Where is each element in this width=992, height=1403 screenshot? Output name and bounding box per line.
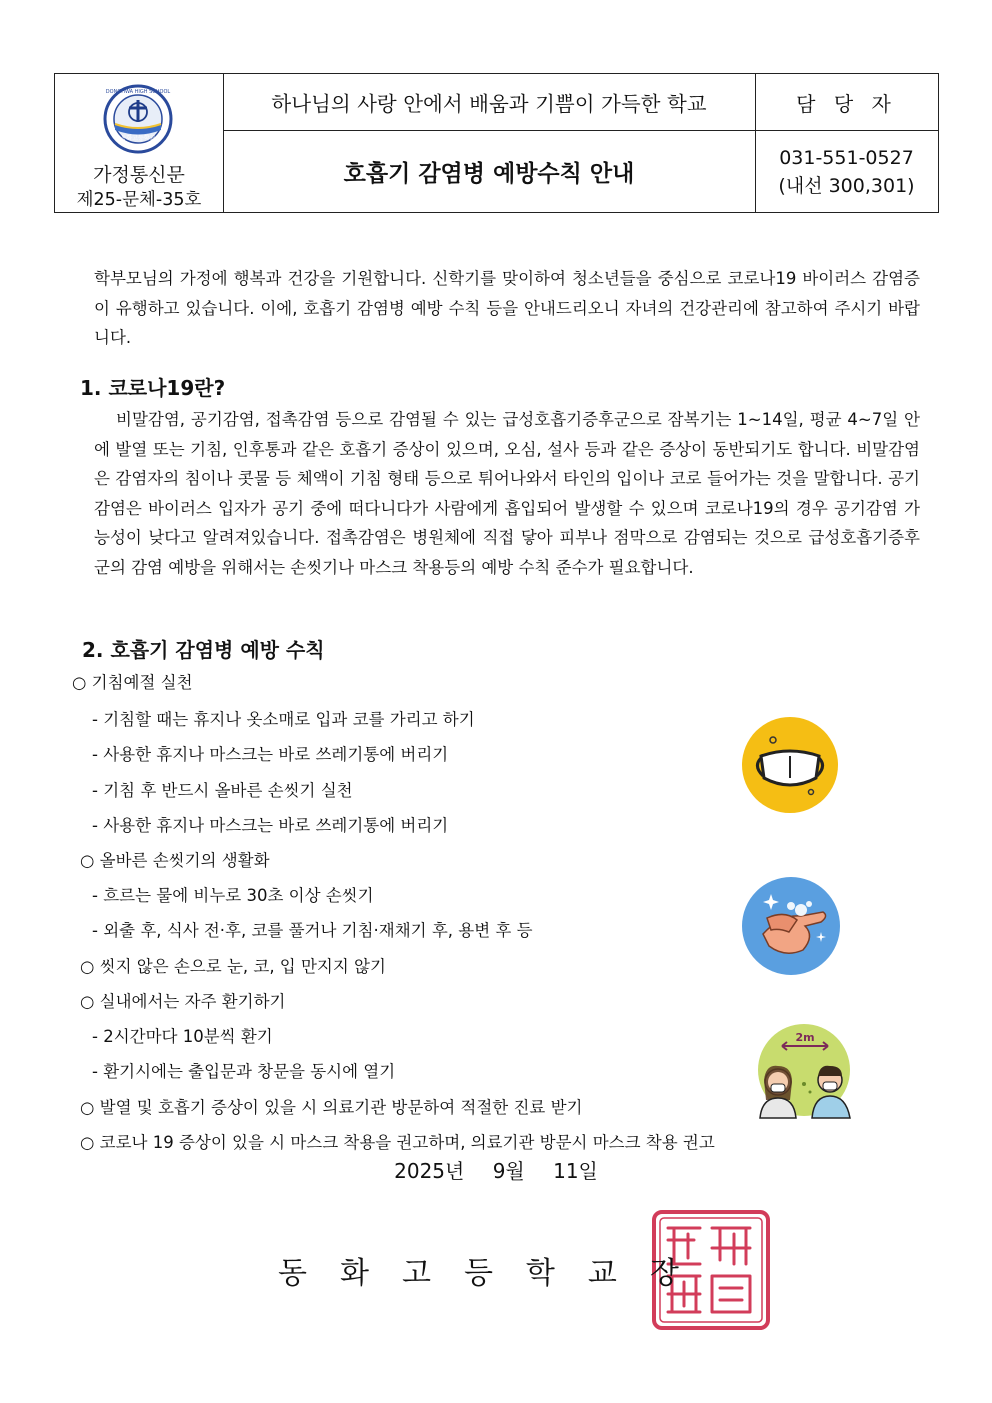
- rule-subitem: - 기침할 때는 휴지나 옷소매로 입과 코를 가리고 하기: [92, 710, 475, 729]
- contact-extension: (내선 300,301): [778, 174, 915, 197]
- notice-number: 제25-문체-35호: [76, 190, 202, 210]
- rule-subitem: - 2시간마다 10분씩 환기: [92, 1027, 273, 1046]
- rule-item: ○ 실내에서는 자주 환기하기: [80, 992, 286, 1011]
- contact-phone: 031-551-0527: [779, 146, 914, 169]
- logo-ring-text: DONGHWA HIGH SCHOOL: [105, 89, 171, 95]
- logo-inner-text: 동화고등학교: [120, 135, 156, 142]
- contact-info: [755, 131, 938, 212]
- rule-subitem: - 외출 후, 식사 전·후, 코를 풀거나 기침·재채기 후, 용변 후 등: [92, 921, 533, 940]
- handwash-icon: [741, 876, 841, 976]
- notice-label: 가정통신문: [93, 164, 185, 186]
- issue-date: 2025년 9월 11일: [394, 1159, 598, 1183]
- header-center-cell: [223, 74, 756, 212]
- school-motto: 하나님의 사랑 안에서 배움과 기쁨이 가득한 학교: [223, 74, 755, 131]
- header-left-cell: [55, 74, 224, 212]
- page-title: 호흡기 감염병 예방수칙 안내: [343, 161, 635, 187]
- distance-label: 2m: [795, 1031, 815, 1044]
- rule-item: ○ 발열 및 호흡기 증상이 있을 시 의료기관 방문하여 적절한 진료 받기: [80, 1098, 583, 1117]
- header-table: [54, 73, 939, 213]
- rule-subitem: - 흐르는 물에 비누로 30초 이상 손씻기: [92, 886, 374, 905]
- section1-heading: 1. 코로나19란?: [80, 376, 226, 400]
- header-right-cell: [755, 74, 938, 212]
- mask-icon: [741, 716, 839, 814]
- section1-body: 비말감염, 공기감염, 접촉감염 등으로 감염될 수 있는 급성호흡기증후군으로 잠복기는 1~14일, 평균 4~7일 안에 발열 또는 기침, 인후통과 같은 호흡기 증상이 있으며, 오심, 설사 등과 같은 증상이 동반되기도 합니다. 비말감염은 감염자의 침이나 콧물 등 체액이 기침 형태 등으로 튀어나와서 타인의 입이나 코로 들어가는 것을 말합니다. 공기감염은 바이러스 입자가 공기 중에 떠다니다가 사람에게 흡입되어 발생할 수 있으며 코로나19의 경우 공기감염 가능성이 낮다고 알려져있습니다. 접촉감염은 병원체에 직접 닿아 피부나 점막으로 감염되는 것으로 급성호흡기증후군의 감염 예방을 위해서는 손씻기나 마스크 착용등의 예방 수칙 준수가 필요합니다.: [94, 410, 920, 577]
- rule-subitem: - 기침 후 반드시 올바른 손씻기 실천: [92, 781, 353, 800]
- rule-item: ○ 기침예절 실천: [72, 673, 193, 692]
- contact-label: 담 당 자: [755, 74, 938, 131]
- rule-item: ○ 씻지 않은 손으로 눈, 코, 입 만지지 않기: [80, 957, 386, 976]
- intro-paragraph: 학부모님의 가정에 행복과 건강을 기원합니다. 신학기를 맞이하여 청소년들을 중심으로 코로나19 바이러스 감염증이 유행하고 있습니다. 이에, 호흡기 감염병 예방 수칙 등을 안내드리오니 자녀의 건강관리에 참고하여 주시기 바랍니다.: [94, 269, 920, 347]
- rule-item: ○ 올바른 손씻기의 생활화: [80, 851, 270, 870]
- rule-subitem: - 환기시에는 출입문과 창문을 동시에 열기: [92, 1062, 396, 1081]
- rule-subitem: - 사용한 휴지나 마스크는 바로 쓰레기통에 버리기: [92, 816, 449, 835]
- principal-signature: 동화고등학교장: [278, 1256, 712, 1291]
- rule-item: ○ 코로나 19 증상이 있을 시 마스크 착용을 권고하며, 의료기관 방문시 마스크 착용 권고: [80, 1133, 715, 1152]
- rule-subitem: - 사용한 휴지나 마스크는 바로 쓰레기통에 버리기: [92, 745, 449, 764]
- school-logo-icon: [103, 84, 173, 154]
- section2-heading: 2. 호흡기 감염병 예방 수칙: [82, 638, 325, 662]
- distancing-icon: [752, 1022, 858, 1120]
